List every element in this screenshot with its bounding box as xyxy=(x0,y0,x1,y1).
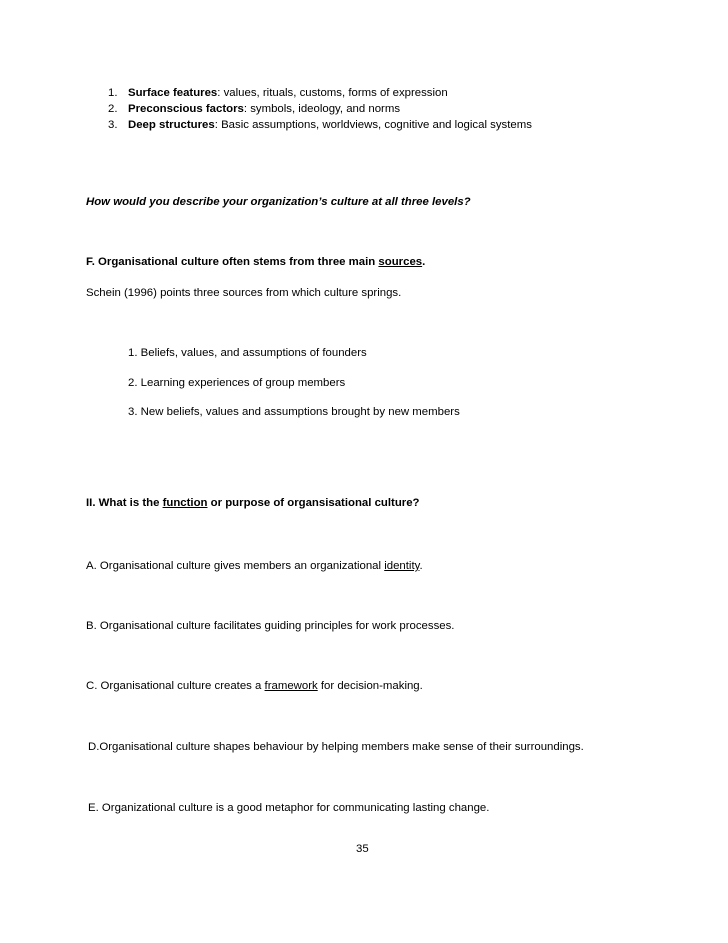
sources-link: sources xyxy=(378,256,423,268)
function-link: function xyxy=(162,497,208,509)
point-text: for decision-making. xyxy=(317,680,423,692)
list-term: Surface features xyxy=(128,87,218,99)
list-description: : Basic assumptions, worldviews, cognitive and logical systems xyxy=(214,119,532,131)
point-text: C. Organisational culture creates a xyxy=(86,680,265,692)
list-number: 2. xyxy=(108,103,118,115)
heading-text: F. Organisational culture often stems from three main xyxy=(86,256,379,268)
sources-item-1: 1. Beliefs, values, and assumptions of founders xyxy=(128,347,367,359)
levels-list-item-3 xyxy=(108,119,532,131)
section-f-heading xyxy=(86,256,425,268)
point-e: E. Organizational culture is a good metaphor for communicating lasting change. xyxy=(88,802,490,814)
list-number: 3. xyxy=(108,119,118,131)
list-description: : values, rituals, customs, forms of expression xyxy=(217,87,448,99)
point-text: . xyxy=(419,560,423,572)
list-number: 1. xyxy=(108,87,118,99)
page-number: 35 xyxy=(356,843,369,855)
point-c xyxy=(86,680,423,692)
levels-list-item-2 xyxy=(108,103,400,115)
heading-text: or purpose of organsisational culture? xyxy=(207,497,420,509)
point-a xyxy=(86,560,423,572)
sources-item-3: 3. New beliefs, values and assumptions brought by new members xyxy=(128,406,460,418)
point-d: D.Organisational culture shapes behaviour by helping members make sense of their surroundings. xyxy=(88,741,584,753)
section-ii-heading xyxy=(86,497,420,509)
section-f-intro: Schein (1996) points three sources from which culture springs. xyxy=(86,287,402,299)
list-term: Deep structures xyxy=(128,119,215,131)
framework-link: framework xyxy=(264,680,318,692)
point-b: B. Organisational culture facilitates guiding principles for work processes. xyxy=(86,620,455,632)
heading-text: II. What is the xyxy=(86,497,163,509)
sources-item-2: 2. Learning experiences of group members xyxy=(128,377,346,389)
identity-link: identity xyxy=(384,560,420,572)
heading-text: . xyxy=(422,256,426,268)
list-description: : symbols, ideology, and norms xyxy=(243,103,401,115)
levels-list-item-1 xyxy=(108,87,448,99)
list-term: Preconscious factors xyxy=(128,103,244,115)
point-text: A. Organisational culture gives members an organizational xyxy=(86,560,385,572)
question-text: How would you describe your organization’s culture at all three levels? xyxy=(86,196,471,208)
